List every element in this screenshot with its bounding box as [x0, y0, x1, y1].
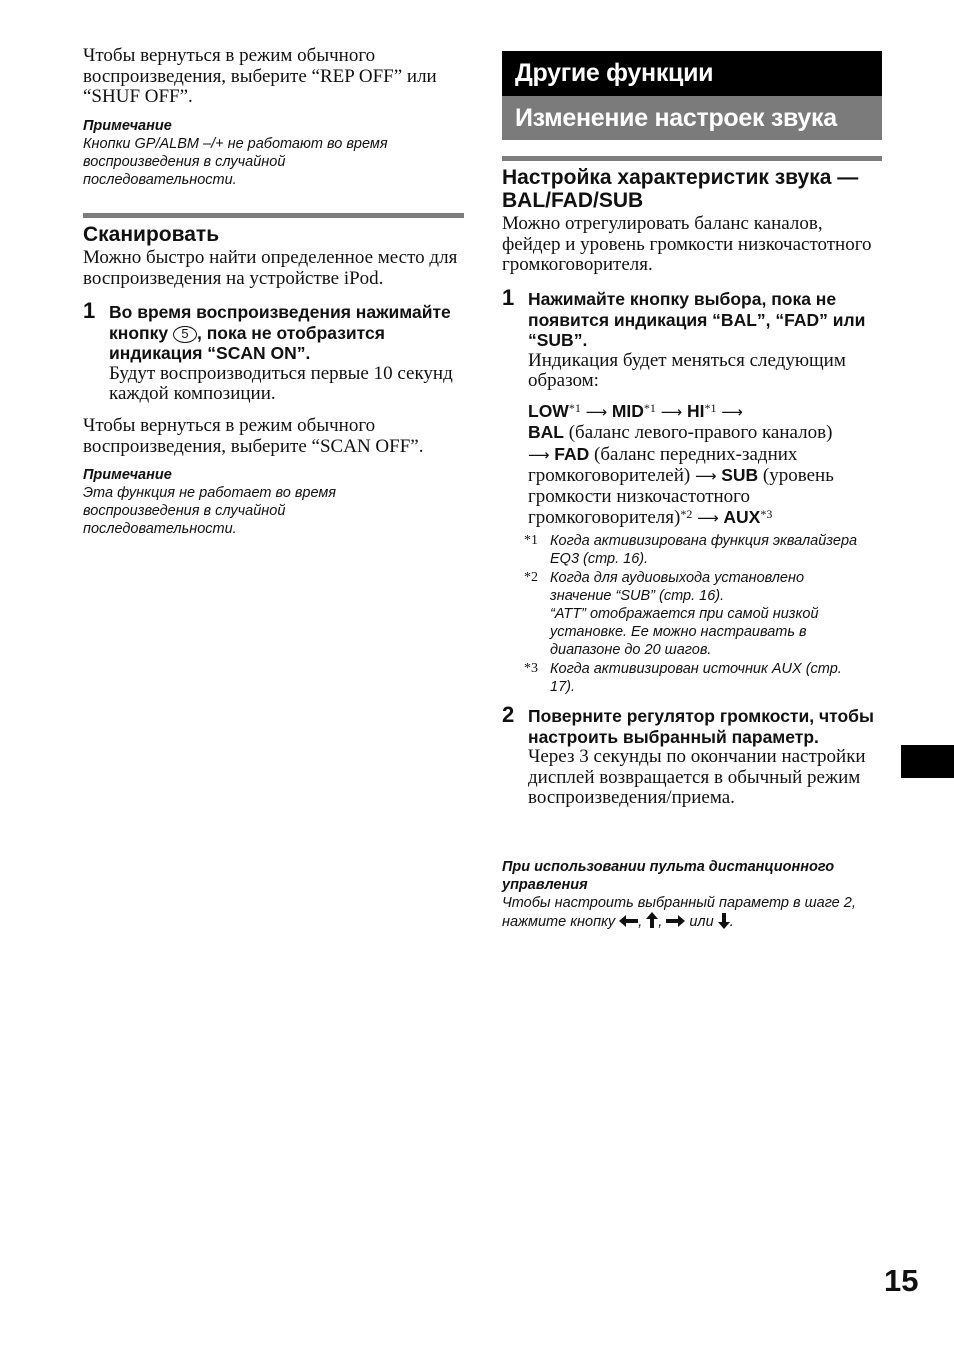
section-banner: Другие функции	[502, 51, 882, 96]
step-number: 1	[83, 298, 96, 323]
footnote-3: *3 Когда активизирован источник AUX (стр. 17).	[524, 661, 842, 695]
note-title: Примечание	[83, 467, 172, 483]
arrow-right-icon	[666, 915, 685, 927]
step-title: Во время воспроизведения нажимайте кнопку 5 , пока не отобразится индикация “SCAN ON”.	[109, 302, 451, 363]
scan-off-text: Чтобы вернуться в режим обычного воспроизведения, выберите “SCAN OFF”.	[83, 415, 424, 457]
arrow-right-icon: ⟶	[528, 445, 550, 464]
step-text: Через 3 секунды по окончании настройки дисплей возвращается в обычный режим воспроизведения/приема.	[528, 746, 866, 808]
page-number: 15	[884, 1263, 919, 1298]
arrow-right-icon: ⟶	[697, 509, 719, 527]
arrow-right-icon: ⟶	[721, 402, 743, 421]
section-divider	[83, 213, 464, 218]
sound-description: Можно отрегулировать баланс каналов, фейдер и уровень громкости низкочастотного громкоговорителя.	[502, 213, 872, 275]
sound-step-1	[502, 285, 884, 529]
arrow-down-icon	[718, 913, 730, 929]
step-number: 1	[502, 285, 515, 310]
subsection-banner: Изменение настроек звука	[502, 96, 882, 140]
mode-sequence: LOW$^{*1}$ ⟶ MID$^{*1}$ ⟶ HI$^{*1}$ ⟶ BAL (баланс левого-правого каналов) ⟶ FAD (баланс передних-задних громкоговорителей) ⟶ SUB (уровень громкости низкочастотного громкоговорителя)$^{*2}$ ⟶ AUX$^{*3}$	[528, 400, 834, 528]
section-tab-marker	[901, 745, 954, 778]
arrow-right-icon: ⟶	[694, 467, 717, 485]
arrow-up-icon	[646, 912, 658, 928]
arrow-right-icon: ⟶	[660, 402, 683, 421]
step-number: 2	[502, 702, 515, 727]
footnote-2: *2 Когда для аудиовыхода установлено значение “SUB” (стр. 16). “ATT” отображается при самой низкой установке. Ее можно настраивать в диапазоне до 20 шагов.	[524, 570, 819, 658]
scan-step-1	[83, 298, 466, 405]
note-title: Примечание	[83, 118, 172, 134]
button-5-icon: 5	[173, 326, 197, 343]
sound-step-2	[502, 702, 884, 809]
note-text: Эта функция не работает во время воспроизведения в случайной последовательности.	[83, 485, 337, 537]
scan-description: Можно быстро найти определенное место для воспроизведения на устройстве iPod.	[83, 247, 458, 289]
step-title: Поверните регулятор громкости, чтобы настроить выбранный параметр.	[528, 706, 874, 747]
note-text: Кнопки GP/ALBM –/+ не работают во время воспроизведения в случайной последовательности.	[83, 136, 388, 188]
footnotes	[524, 532, 858, 696]
step-text: Будут воспроизводиться первые 10 секунд каждой композиции.	[109, 362, 453, 404]
step-title: Нажимайте кнопку выбора, пока не появится индикация “BAL”, “FAD” или “SUB”.	[528, 289, 866, 350]
scan-heading: Сканировать	[83, 223, 220, 246]
repeat-off-text: Чтобы вернуться в режим обычного воспроизведения, выберите “REP OFF” или “SHUF OFF”.	[83, 45, 437, 107]
remote-title: При использовании пульта дистанционного управления	[502, 859, 835, 893]
remote-text: Чтобы настроить выбранный параметр в шаге 2, нажмите кнопку , , или .	[502, 895, 856, 930]
step-text: Индикация будет меняться следующим образом:	[528, 349, 846, 391]
section-divider	[502, 156, 882, 161]
sound-heading: Настройка характеристик звука — BAL/FAD/SUB	[502, 166, 859, 212]
footnote-1: *1 Когда активизирована функция эквалайзера EQ3 (стр. 16).	[524, 533, 858, 567]
arrow-right-icon: ⟶	[585, 402, 608, 421]
arrow-left-icon	[619, 915, 638, 927]
